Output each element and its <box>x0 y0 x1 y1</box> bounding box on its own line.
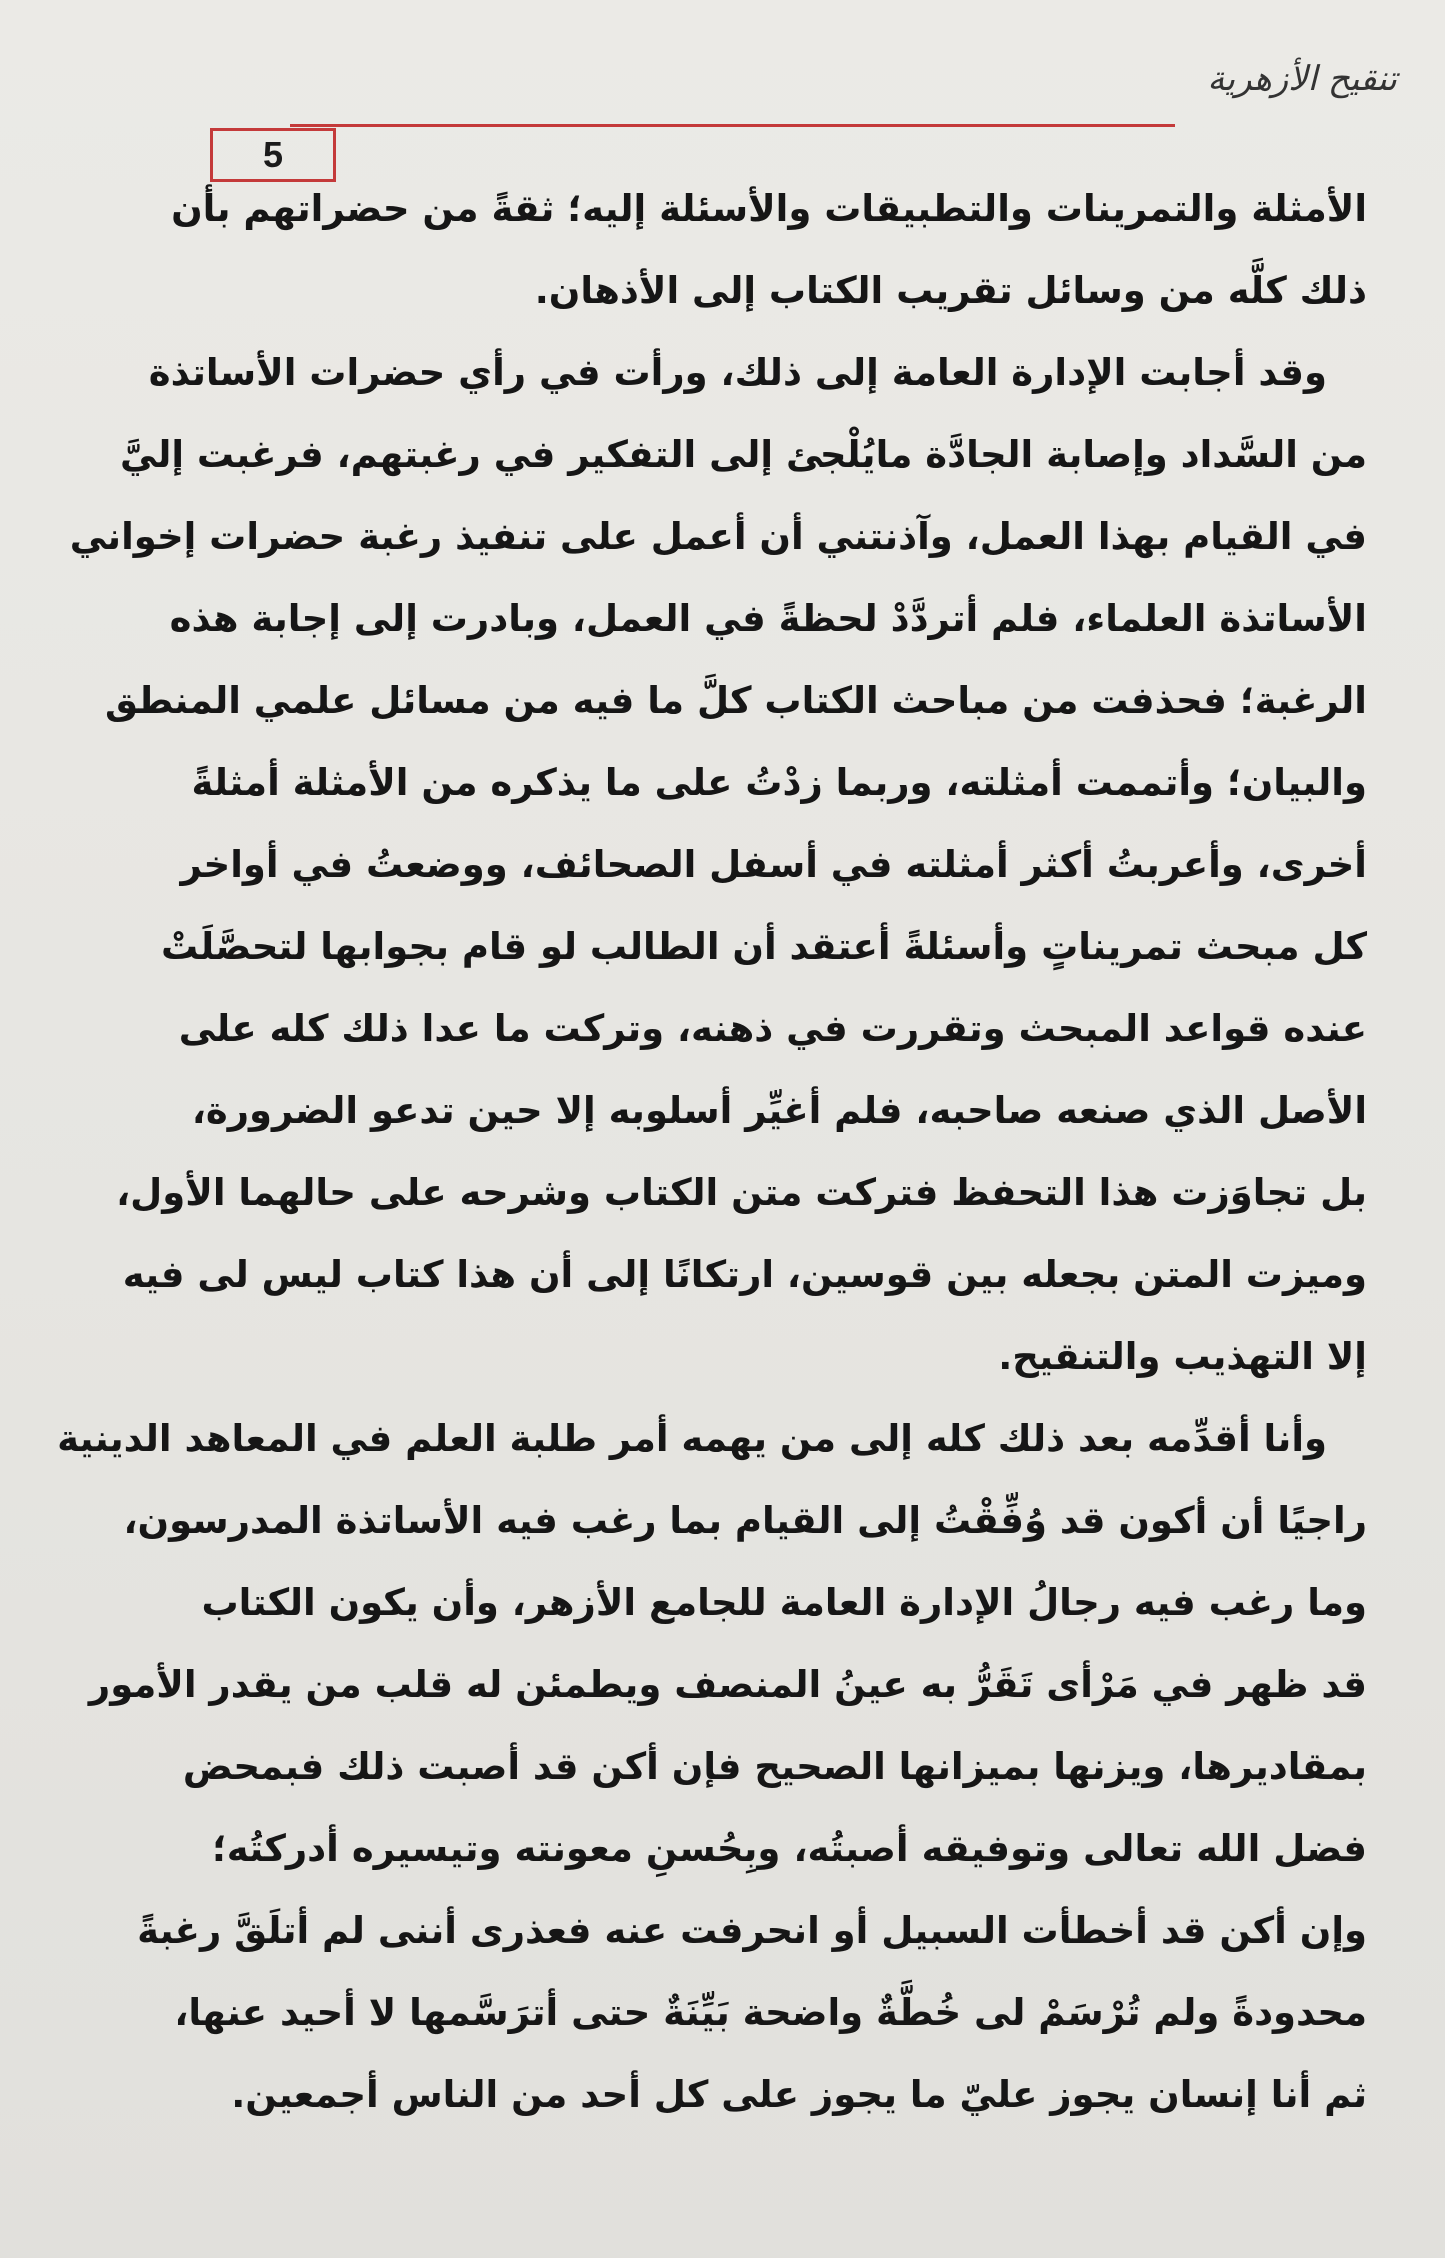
text-line: بل تجاوَزت هذا التحفظ فتركت متن الكتاب وشرحه على حالهما الأول، <box>116 1171 1367 1214</box>
text-line: ذلك كلَّه من وسائل تقريب الكتاب إلى الأذهان. <box>534 269 1367 312</box>
header-rule <box>290 124 1175 127</box>
text-line: وميزت المتن بجعله بين قوسين، ارتكانًا إلى أن هذا كتاب ليس لى فيه <box>122 1253 1367 1296</box>
page-number: 5 <box>210 128 336 182</box>
text-line: راجيًا أن أكون قد وُفِّقْتُ إلى القيام بما رغب فيه الأساتذة المدرسون، <box>123 1499 1367 1542</box>
text-line: الأمثلة والتمرينات والتطبيقات والأسئلة إليه؛ ثقةً من حضراتهم بأن <box>171 187 1367 230</box>
text-line: من السَّداد وإصابة الجادَّة مايُلْجئ إلى التفكير في رغبتهم، فرغبت إليَّ <box>120 433 1367 476</box>
text-line: وإن أكن قد أخطأت السبيل أو انحرفت عنه فعذرى أننى لم أتلَقَّ رغبةً <box>137 1909 1367 1952</box>
text-line: محدودةً ولم تُرْسَمْ لى خُطَّةٌ واضحة بَيِّنَةٌ حتى أترَسَّمها لا أحيد عنها، <box>174 1991 1367 2034</box>
text-line: وأنا أقدِّمه بعد ذلك كله إلى من يهمه أمر طلبة العلم في المعاهد الدينية <box>57 1417 1327 1460</box>
text-line: وما رغب فيه رجالُ الإدارة العامة للجامع الأزهر، وأن يكون الكتاب <box>201 1581 1367 1624</box>
text-line: ثم أنا إنسان يجوز عليّ ما يجوز على كل أحد من الناس أجمعين. <box>231 2073 1367 2116</box>
text-line: قد ظهر في مَرْأى تَقَرُّ به عينُ المنصف ويطمئن له قلب من يقدر الأمور <box>88 1663 1367 1706</box>
text-line: الرغبة؛ فحذفت من مباحث الكتاب كلَّ ما فيه من مسائل علمي المنطق <box>105 679 1367 722</box>
running-title: تنقيح الأزهرية <box>1207 59 1397 99</box>
text-line: بمقاديرها، ويزنها بميزانها الصحيح فإن أكن قد أصبت ذلك فبمحض <box>182 1745 1367 1788</box>
text-line: الأساتذة العلماء، فلم أتردَّدْ لحظةً في العمل، وبادرت إلى إجابة هذه <box>169 597 1367 640</box>
text-line: أخرى، وأعربتُ أكثر أمثلته في أسفل الصحائف، ووضعتُ في أواخر <box>180 843 1367 886</box>
text-line: وقد أجابت الإدارة العامة إلى ذلك، ورأت في رأي حضرات الأساتذة <box>148 351 1327 394</box>
text-line: عنده قواعد المبحث وتقررت في ذهنه، وتركت ما عدا ذلك كله على <box>178 1007 1367 1050</box>
text-line: الأصل الذي صنعه صاحبه، فلم أغيِّر أسلوبه إلا حين تدعو الضرورة، <box>191 1089 1367 1132</box>
body-text <box>57 168 1367 2136</box>
text-line: والبيان؛ وأتممت أمثلته، وربما زدْتُ على ما يذكره من الأمثلة أمثلةً <box>191 761 1367 804</box>
text-line: كل مبحث تمريناتٍ وأسئلةً أعتقد أن الطالب لو قام بجوابها لتحصَّلَتْ <box>161 925 1367 968</box>
text-line: في القيام بهذا العمل، وآذنتني أن أعمل على تنفيذ رغبة حضرات إخواني <box>69 515 1367 558</box>
text-line: فضل الله تعالى وتوفيقه أصبتُه، وبِحُسنِ معونته وتيسيره أدركتُه؛ <box>212 1827 1367 1870</box>
text-line: إلا التهذيب والتنقيح. <box>998 1335 1367 1378</box>
